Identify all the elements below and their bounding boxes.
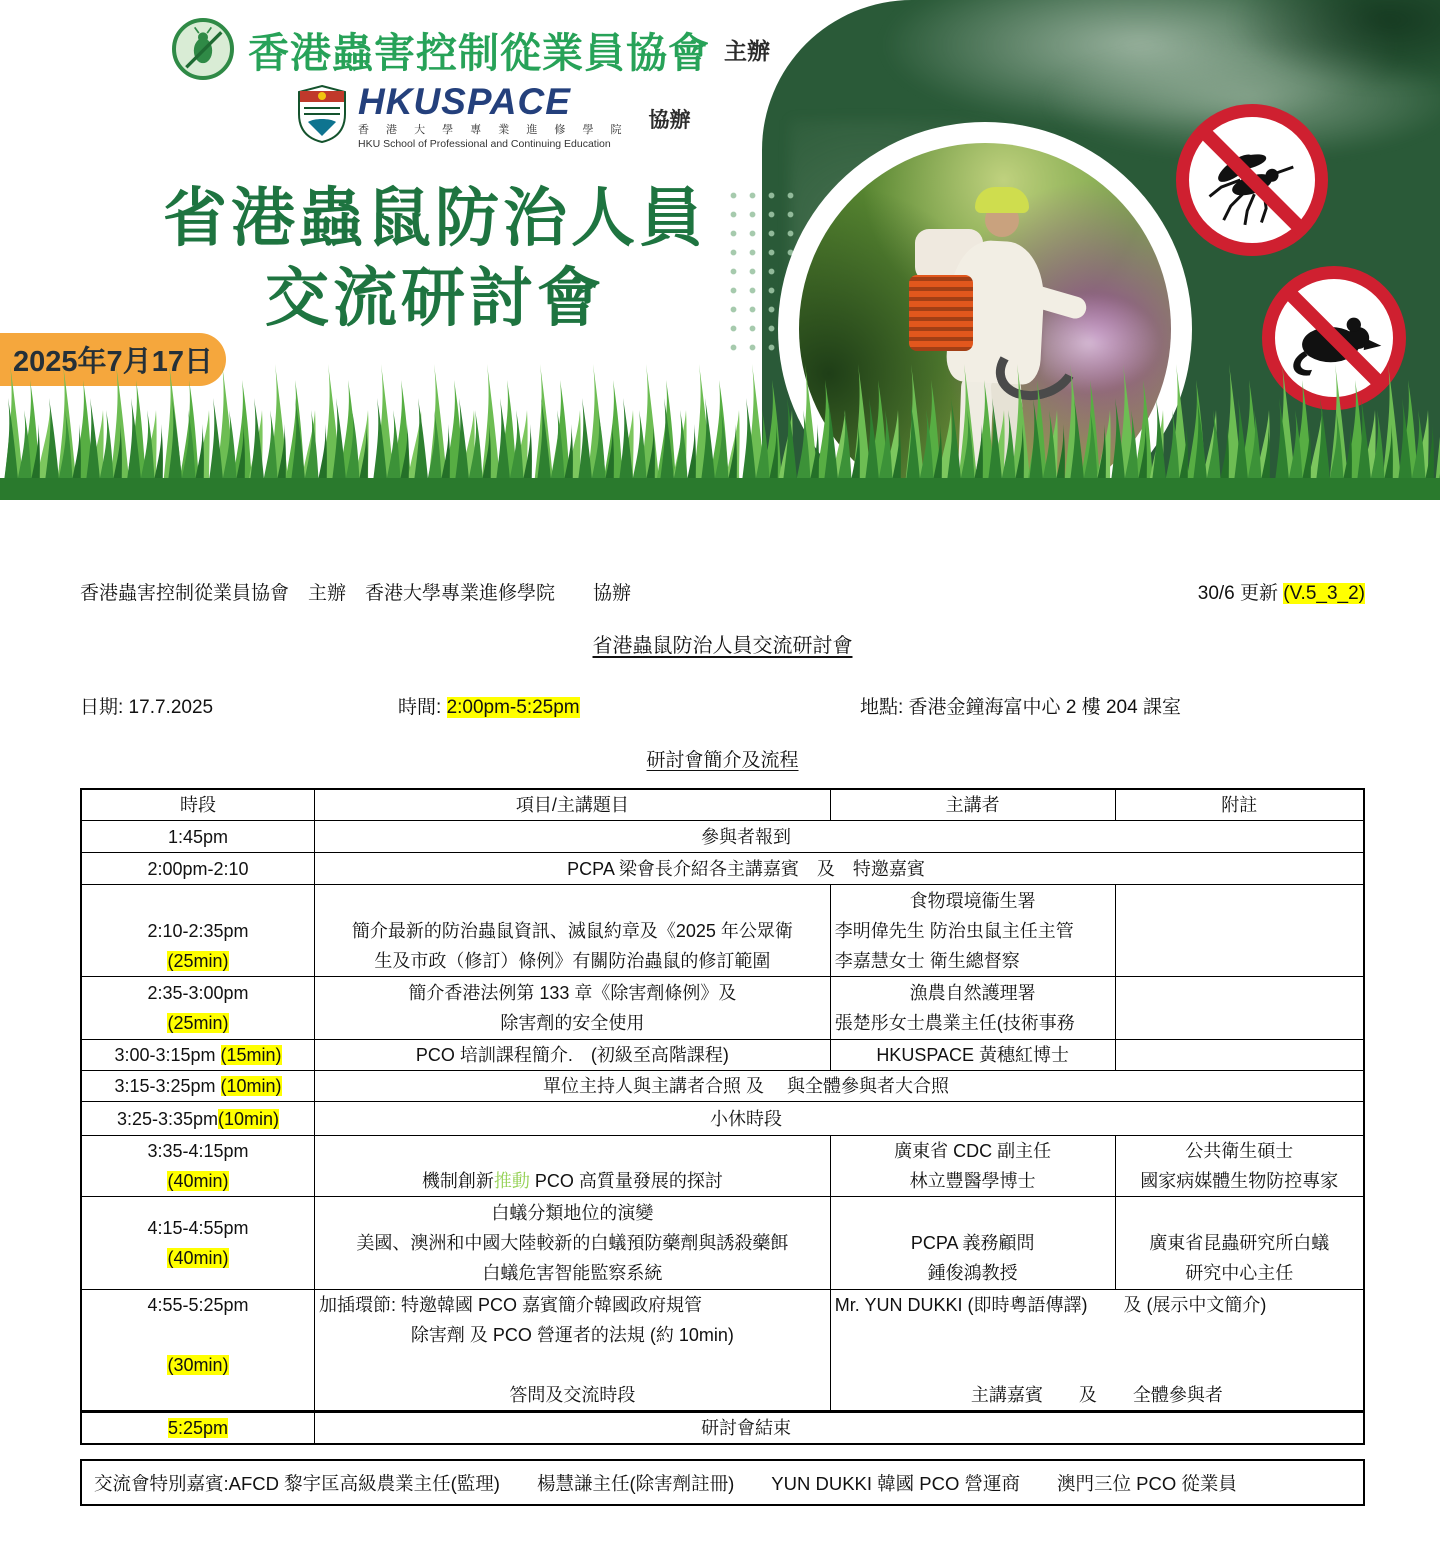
topic-line: 加插環節: 特邀韓國 PCO 嘉賓簡介韓國政府規管: [319, 1295, 703, 1315]
time-text: 2:10-2:35pm: [147, 920, 249, 941]
duration-line: [86, 1243, 310, 1273]
topic-line: 答問及交流時段: [509, 1385, 636, 1405]
table-row-korea-guest: [81, 1290, 1364, 1412]
cell-speaker: [830, 1197, 1115, 1290]
cell-notes: [1115, 977, 1364, 1040]
section-title: 研討會簡介及流程: [646, 750, 799, 771]
time-text: 4:15-4:55pm: [147, 1218, 249, 1238]
topic-line: 簡介最新的防治蟲鼠資訊、滅鼠約章及《2025 年公眾衛: [351, 920, 793, 941]
cell-topic: [315, 1197, 831, 1290]
duration-line: [86, 1166, 310, 1196]
co-organizer-label: 協辦: [648, 109, 691, 132]
speaker-line: 李嘉慧女士 衛生總督察: [834, 950, 1020, 971]
document-title: 省港蟲鼠防治人員交流研討會: [592, 635, 853, 657]
speaker-line: 鍾俊鴻教授: [927, 1263, 1018, 1283]
speaker-line: 主講嘉賓 及 全體參與者: [970, 1385, 1223, 1405]
topic-line: 白蟻分類地位的演變: [491, 1203, 654, 1223]
event-title-line1: 省港蟲鼠防治人員: [163, 182, 707, 254]
hkuspace-wordmark: HKUSPACE: [358, 81, 571, 122]
cell-time: [81, 1071, 315, 1102]
speaker-line: 李明偉先生 防治虫鼠主任主管: [834, 920, 1074, 941]
note-line: 國家病媒體生物防控專家: [1140, 1171, 1339, 1191]
note-line: 研究中心主任: [1185, 1263, 1294, 1283]
cell-time: 2:00pm-2:10: [81, 853, 315, 885]
time-text: 3:25-3:35pm: [116, 1108, 219, 1129]
topic-line: 白蟻危害智能監察系統: [482, 1263, 663, 1283]
duration-line: [86, 946, 310, 976]
cell-topic: [315, 1136, 831, 1197]
co-organizer-row: [296, 81, 691, 150]
speaker-line: 食物環境衞生署: [909, 890, 1036, 911]
time-text: 3:15-3:25pm: [114, 1076, 221, 1096]
cell-topic: PCO 培訓課程簡介. (初級至高階課程): [315, 1040, 831, 1071]
sprayer-backpack: [909, 275, 973, 351]
duration-highlight: (10min): [220, 1076, 282, 1096]
time-label: 時間:: [398, 697, 447, 718]
duration-line: [86, 1008, 310, 1038]
grass-decoration: [0, 350, 1440, 500]
table-row-pco-course: [81, 1040, 1364, 1071]
cell-speaker-notes-merged: [830, 1290, 1364, 1412]
cell-speaker: HKUSPACE 黃穗紅博士: [830, 1040, 1115, 1071]
schedule-header-row: [81, 789, 1364, 821]
duration-highlight: (40min): [167, 1248, 229, 1268]
hku-logo-text: [358, 81, 629, 150]
blank-line: [835, 1350, 1359, 1380]
event-title-line2: 交流研討會: [265, 262, 605, 334]
speaker-line: Mr. YUN DUKKI (即時粵語傳譯) 及 (展示中文簡介): [834, 1295, 1267, 1315]
col-header-speaker: 主講者: [830, 789, 1115, 821]
event-banner: [0, 0, 1440, 500]
topic-line: 美國、澳洲和中國大陸較新的白蟻預防藥劑與誘殺藥餌: [356, 1233, 789, 1253]
organizer-label: 主辦: [724, 37, 770, 64]
cell-time: 1:45pm: [81, 821, 315, 853]
organizer-row: [172, 16, 770, 82]
version-highlight: (V.5_3_2): [1283, 583, 1365, 604]
table-row-cdc: [81, 1136, 1364, 1197]
hkuspace-english-name: HKU School of Professional and Continuing Education: [358, 138, 611, 150]
time-text: 3:00-3:15pm: [114, 1045, 221, 1065]
speaker-line: 漁農自然護理署: [909, 983, 1036, 1003]
cell-notes: [1115, 1040, 1364, 1071]
no-mosquito-icon: [1176, 104, 1328, 256]
cell-content: 參與者報到: [315, 821, 1365, 853]
hkuspace-chinese-name: 香 港 大 學 專 業 進 修 學 院: [358, 124, 629, 136]
document-body: [0, 578, 1440, 1506]
topic-line: 生及市政（修訂）條例》有關防治蟲鼠的修訂範圍: [374, 950, 771, 971]
updated-label: 30/6 更新: [1197, 583, 1284, 604]
col-header-topic: 項目/主講題目: [315, 789, 831, 821]
event-time: [398, 692, 860, 719]
blank-line: [319, 886, 826, 916]
special-guests-text: 交流會特別嘉賓:AFCD 黎宇匡高級農業主任(監理) 楊慧謙主任(除害劑註冊) YUN DUKKI 韓國 PCO 營運商 澳門三位 PCO 從業員: [94, 1472, 1237, 1494]
table-row-intro: [81, 853, 1364, 885]
cell-content: 單位主持人與主講者合照 及 與全體參與者大合照: [315, 1071, 1365, 1102]
col-header-notes: 附註: [1115, 789, 1364, 821]
table-row-termite: [81, 1197, 1364, 1290]
event-title: [95, 178, 775, 338]
cell-time: [81, 1102, 315, 1136]
blank-line: [86, 1380, 310, 1410]
cell-speaker: [830, 1136, 1115, 1197]
cell-content: 研討會結束: [315, 1412, 1365, 1445]
blank-line: [319, 1350, 826, 1380]
topic-line: 簡介香港法例第 133 章《除害劑條例》及: [408, 983, 737, 1003]
duration-highlight: (15min): [220, 1045, 282, 1065]
topic-text: 機制創新: [421, 1171, 494, 1191]
time-text: 4:55-5:25pm: [147, 1295, 249, 1315]
cell-time: [81, 977, 315, 1040]
cell-time: [81, 1290, 315, 1412]
blank-line: [835, 1198, 1111, 1228]
duration-highlight: (25min): [167, 1013, 229, 1033]
topic-line: [319, 1166, 826, 1196]
note-line: 公共衛生碩士: [1185, 1141, 1294, 1161]
topic-green-text: 推動: [493, 1171, 530, 1191]
speaker-line: PCPA 義務顧問: [910, 1233, 1035, 1253]
cell-time: [81, 1040, 315, 1071]
topic-text: PCO 高質量發展的探討: [529, 1171, 723, 1191]
blank-line: [86, 1320, 310, 1350]
duration-highlight: (30min): [167, 1355, 229, 1375]
cloud-decoration: [1230, 0, 1440, 90]
note-line: 廣東省昆蟲研究所白蟻: [1149, 1233, 1330, 1253]
cell-topic: [315, 885, 831, 977]
organizer-line: 香港蟲害控制從業員協會 主辦 香港大學專業進修學院 協辦: [80, 583, 632, 604]
cell-time: [81, 1136, 315, 1197]
cell-time: [81, 1412, 315, 1445]
cell-speaker: [830, 977, 1115, 1040]
topic-line: 除害劑的安全使用: [500, 1013, 645, 1033]
duration-line: [86, 1350, 310, 1380]
cell-content: PCPA 梁會長介紹各主講嘉賓 及 特邀嘉賓: [315, 853, 1365, 885]
person-cap: [975, 187, 1029, 213]
cell-notes: [1115, 885, 1364, 977]
pcpa-bug-logo-icon: [172, 18, 234, 80]
speaker-line: 林立豐醫學博士: [909, 1171, 1036, 1191]
table-row-afcd: [81, 977, 1364, 1040]
blank-line: [86, 886, 310, 916]
document-header: [80, 578, 1365, 605]
speaker-line: 廣東省 CDC 副主任: [894, 1141, 1052, 1161]
duration-highlight: (10min): [218, 1108, 280, 1129]
cell-time: [81, 1197, 315, 1290]
table-row-break: [81, 1102, 1364, 1136]
cell-topic: [315, 977, 831, 1040]
event-date: 日期: 17.7.2025: [80, 697, 214, 718]
table-row-registration: [81, 821, 1364, 853]
cell-notes: [1115, 1197, 1364, 1290]
event-venue: 地點: 香港金鐘海富中心 2 樓 204 課室: [860, 697, 1181, 718]
duration-highlight: (40min): [167, 1171, 229, 1191]
table-row-fehd: [81, 885, 1364, 977]
speaker-line: 張楚彤女士農業主任(技術事務: [834, 1013, 1075, 1033]
table-row-end: [81, 1412, 1364, 1445]
schedule-table: [80, 788, 1365, 1445]
version-info: [1198, 578, 1365, 605]
cell-topic: [315, 1290, 831, 1412]
time-text: 3:35-4:15pm: [147, 1141, 249, 1161]
association-name: 香港蟲害控制從業員協會: [248, 29, 710, 76]
cell-content: 小休時段: [315, 1102, 1365, 1136]
blank-line: [319, 1136, 826, 1166]
time-value-highlight: 2:00pm-5:25pm: [446, 697, 580, 718]
event-info-row: [80, 692, 1365, 719]
special-guests-box: [80, 1459, 1365, 1506]
col-header-time: 時段: [81, 789, 315, 821]
cell-speaker: [830, 885, 1115, 977]
duration-highlight: (25min): [167, 950, 229, 971]
cell-time: [81, 885, 315, 977]
cell-notes: [1115, 1136, 1364, 1197]
hku-shield-logo-icon: [296, 84, 348, 144]
blank-line: [1120, 1198, 1359, 1228]
time-text: 2:35-3:00pm: [147, 983, 249, 1003]
blank-line: [835, 1320, 1359, 1350]
topic-line: 除害劑 及 PCO 營運者的法規 (約 10min): [410, 1325, 734, 1345]
end-time-highlight: 5:25pm: [167, 1418, 229, 1438]
table-row-photo-session: [81, 1071, 1364, 1102]
